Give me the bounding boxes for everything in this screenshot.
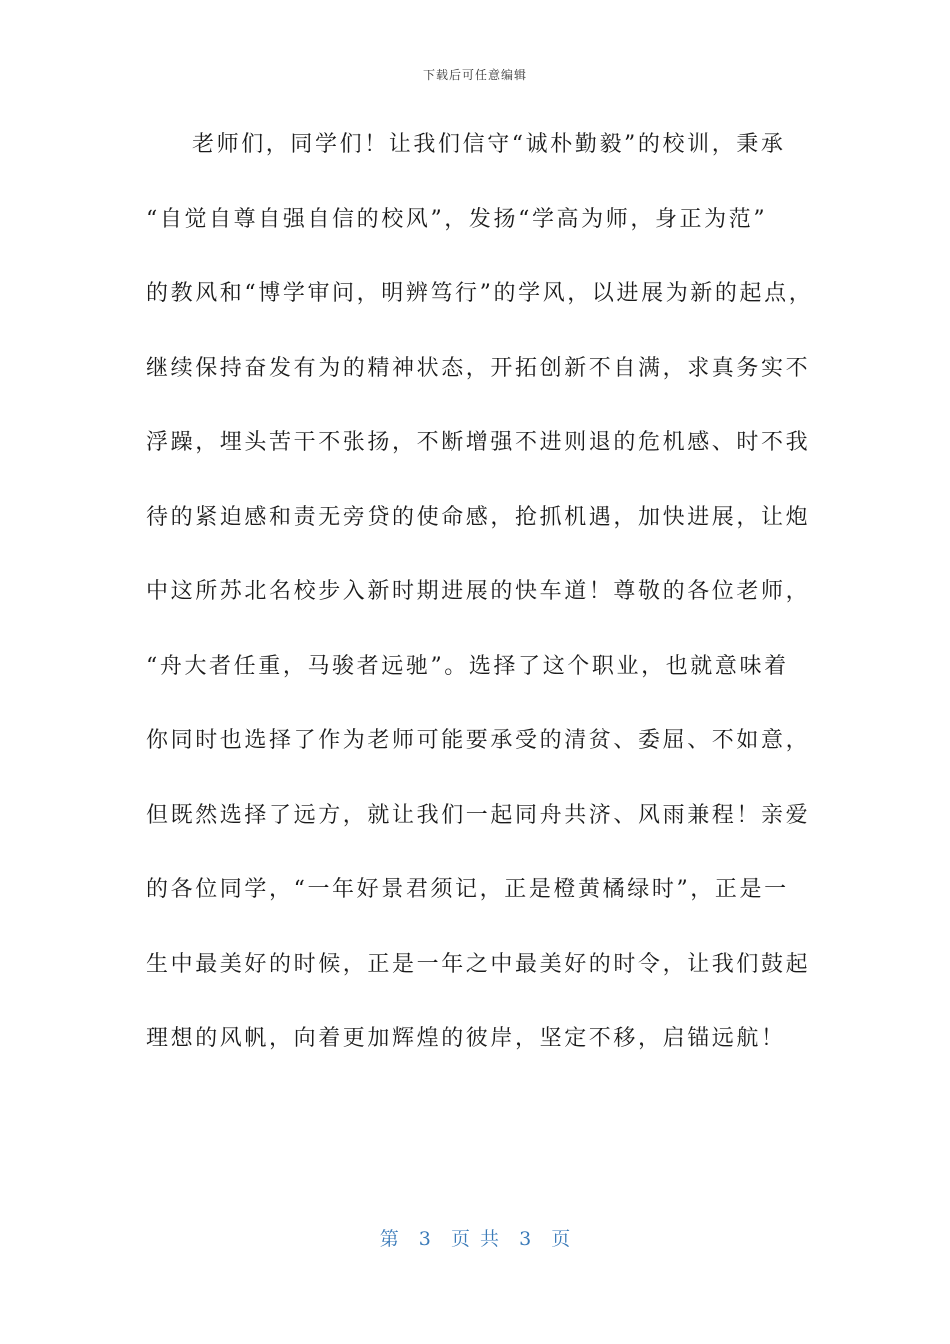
text-line-6: 待的紧迫感和责无旁贷的使命感，抢抓机遇，加快进展，让炮 — [146, 504, 811, 530]
text-line-3: 的教风和“博学审问，明辨笃行”的学风，以进展为新的起点， — [146, 281, 814, 306]
text-line-11: 的各位同学，“一年好景君须记，正是橙黄橘绿时”，正是一 — [146, 877, 789, 902]
text-line-9: 你同时也选择了作为老师可能要承受的清贫、委屈、不如意， — [146, 728, 811, 753]
text-line-5: 浮躁，埋头苦干不张扬，不断增强不进则退的危机感、时不我 — [146, 430, 811, 455]
text-line-12: 生中最美好的时候，正是一年之中最美好的时令，让我们鼓起 — [146, 951, 811, 977]
text-line-7: 中这所苏北名校步入新时期进展的快车道！尊敬的各位老师， — [146, 579, 811, 604]
text-line-1: 老师们，同学们！让我们信守“诚朴勤毅”的校训，秉承 — [192, 132, 786, 157]
text-line-13: 理想的风帆，向着更加辉煌的彼岸，坚定不移，启锚远航！ — [146, 1026, 786, 1051]
body-text — [146, 120, 826, 1089]
text-line-2: “自觉自尊自强自信的校风”，发扬“学高为师，身正为范” — [146, 206, 768, 232]
text-line-8: “舟大者任重，马骏者远驰”。选择了这个职业，也就意味着 — [146, 653, 789, 679]
page-number-footer: 第 3 页 共 3 页 — [379, 1228, 571, 1250]
page-header-note: 下载后可任意编辑 — [422, 68, 527, 82]
text-line-10: 但既然选择了远方，就让我们一起同舟共济、风雨兼程！亲爱 — [146, 802, 811, 828]
text-line-4: 继续保持奋发有为的精神状态，开拓创新不自满，求真务实不 — [146, 355, 811, 381]
